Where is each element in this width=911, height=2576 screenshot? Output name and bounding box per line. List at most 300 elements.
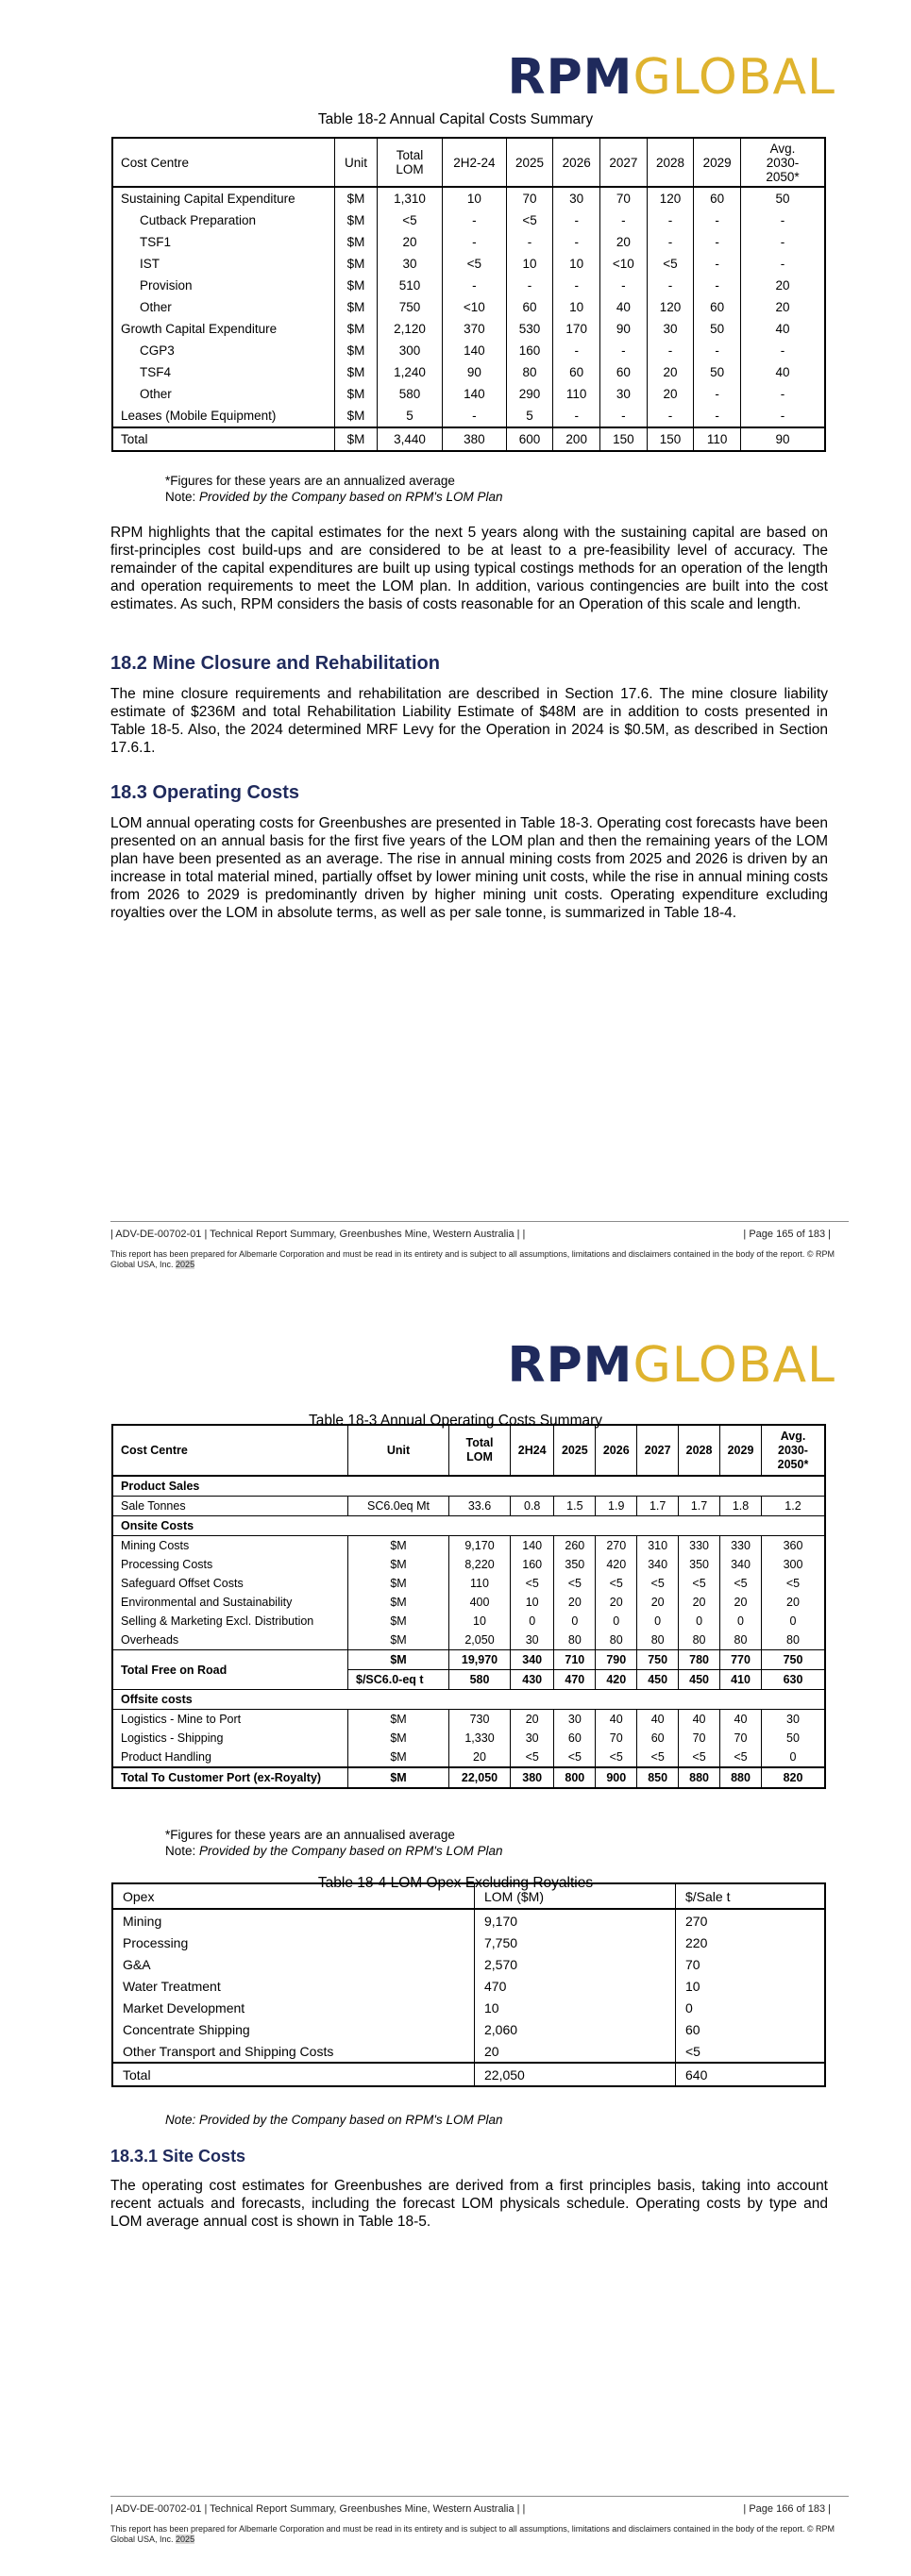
- table-cell: 30: [762, 1710, 826, 1730]
- footer-divider: [110, 1221, 849, 1222]
- table-cell: 20: [741, 275, 826, 296]
- table-cell: 80: [679, 1631, 720, 1650]
- table-cell: TSF1: [112, 231, 335, 253]
- table-cell: 580: [378, 383, 443, 405]
- table-cell: -: [741, 253, 826, 275]
- table-cell: -: [647, 405, 694, 427]
- table-row: [112, 1631, 825, 1650]
- col-header: Avg. 2030-2050*: [762, 1425, 826, 1476]
- logo-global-text: GLOBAL: [633, 1337, 835, 1394]
- table-row: [112, 187, 825, 209]
- rpm-global-logo: [508, 1337, 835, 1394]
- table-cell: SC6.0eq Mt: [348, 1497, 449, 1516]
- table-cell: Product Sales: [112, 1476, 825, 1497]
- table-row: [112, 1497, 825, 1516]
- col-header: $/Sale t: [676, 1883, 826, 1909]
- table-cell: $M: [348, 1612, 449, 1631]
- table-cell: $M: [348, 1574, 449, 1593]
- table-cell: -: [741, 405, 826, 427]
- table-cell: 10: [475, 1997, 676, 2018]
- table-row: [112, 275, 825, 296]
- table-cell: 370: [443, 318, 507, 340]
- table-row: [112, 2040, 825, 2063]
- table-cell: -: [506, 231, 553, 253]
- table-cell: 50: [741, 187, 826, 209]
- table-cell: -: [647, 209, 694, 231]
- table-cell: 40: [637, 1710, 679, 1730]
- table-row: [112, 1953, 825, 1975]
- table-cell: 0: [637, 1612, 679, 1631]
- table-cell: $/SC6.0-eq t: [348, 1670, 449, 1690]
- table-cell: 40: [720, 1710, 762, 1730]
- table-cell: 80: [554, 1631, 596, 1650]
- table-cell: 140: [511, 1536, 554, 1556]
- table-cell: 1.7: [679, 1497, 720, 1516]
- table-cell: 20: [720, 1593, 762, 1612]
- table-cell: $M: [335, 253, 378, 275]
- table-cell: 270: [676, 1909, 826, 1932]
- table-cell: $M: [335, 231, 378, 253]
- table-cell: <5: [679, 1748, 720, 1767]
- table-cell: 10: [676, 1975, 826, 1997]
- table-cell: 10: [553, 253, 600, 275]
- table-cell: $M: [348, 1748, 449, 1767]
- col-header: 2028: [647, 138, 694, 187]
- col-header: Avg. 2030-2050*: [741, 138, 826, 187]
- table-cell: 50: [694, 318, 741, 340]
- table-cell: 600: [506, 427, 553, 451]
- table-cell: 430: [511, 1670, 554, 1690]
- table-cell: 140: [443, 383, 507, 405]
- table-cell: 60: [554, 1729, 596, 1748]
- footer-page-number: | Page 166 of 183 |: [743, 2503, 831, 2515]
- col-header: Cost Centre: [112, 1425, 348, 1476]
- table-row: [112, 340, 825, 361]
- table-cell: 0: [676, 1997, 826, 2018]
- table-cell: 19,970: [449, 1650, 511, 1670]
- table-cell: -: [694, 383, 741, 405]
- table-18-3-note-annualised: *Figures for these years are an annualised average: [165, 1828, 455, 1842]
- table-row: [112, 2018, 825, 2040]
- table-row: [112, 318, 825, 340]
- table-cell: 150: [647, 427, 694, 451]
- table-cell: <5: [637, 1748, 679, 1767]
- table-cell: -: [553, 340, 600, 361]
- table-cell: 5: [378, 405, 443, 427]
- table-18-2-caption: Table 18-2 Annual Capital Costs Summary: [317, 111, 594, 127]
- table-cell: 20: [511, 1710, 554, 1730]
- table-cell: 110: [694, 427, 741, 451]
- table-cell: Mining: [112, 1909, 475, 1932]
- table-cell: 20: [741, 296, 826, 318]
- table-cell: Other Transport and Shipping Costs: [112, 2040, 475, 2063]
- table-cell: <5: [720, 1574, 762, 1593]
- col-header: 2029: [694, 138, 741, 187]
- table-cell: -: [694, 340, 741, 361]
- table-cell: Total Free on Road: [112, 1650, 348, 1690]
- table-cell: Processing: [112, 1932, 475, 1953]
- logo-rpm-text: RPM: [507, 1337, 633, 1394]
- table-cell: <5: [443, 253, 507, 275]
- footer-doc-ref: | ADV-DE-00702-01 | Technical Report Summary, Greenbushes Mine, Western Australia | |: [110, 1229, 526, 1240]
- table-cell: -: [600, 405, 648, 427]
- footer-page-number: | Page 165 of 183 |: [743, 1229, 831, 1240]
- table-cell: 750: [378, 296, 443, 318]
- col-header: LOM ($M): [475, 1883, 676, 1909]
- table-cell: 1,310: [378, 187, 443, 209]
- table-cell: 380: [443, 427, 507, 451]
- table-cell: 60: [676, 2018, 826, 2040]
- table-cell: Sale Tonnes: [112, 1497, 348, 1516]
- note-source-italic: Provided by the Company based on RPM's LOM Plan: [199, 490, 503, 504]
- table-cell: 470: [475, 1975, 676, 1997]
- table-cell: 710: [554, 1650, 596, 1670]
- operating-costs-table: [111, 1424, 826, 1789]
- table-cell: 640: [676, 2063, 826, 2086]
- table-cell: -: [600, 275, 648, 296]
- table-row: [112, 383, 825, 405]
- table-cell: 730: [449, 1710, 511, 1730]
- table-cell: 20: [475, 2040, 676, 2063]
- table-cell: Provision: [112, 275, 335, 296]
- table-cell: Total: [112, 427, 335, 451]
- table-cell: 20: [762, 1593, 826, 1612]
- total-row: [112, 427, 825, 451]
- table-cell: 1.2: [762, 1497, 826, 1516]
- table-cell: 22,050: [449, 1767, 511, 1788]
- table-cell: 80: [720, 1631, 762, 1650]
- table-cell: 160: [506, 340, 553, 361]
- note-prefix: Note:: [165, 490, 200, 504]
- table-cell: 30: [553, 187, 600, 209]
- table-cell: Market Development: [112, 1997, 475, 2018]
- table-cell: 110: [553, 383, 600, 405]
- disclaimer-text: This report has been prepared for Albemarle Corporation and must be read in its entirety and is subject to all assumptions, limitations and disclaimers contained in the body of the report. © RPM Global USA, Inc.: [110, 2524, 835, 2544]
- table-cell: $M: [335, 296, 378, 318]
- table-cell: 20: [449, 1748, 511, 1767]
- table-cell: -: [694, 231, 741, 253]
- col-header: Unit: [348, 1425, 449, 1476]
- table-cell: Other: [112, 383, 335, 405]
- table-18-4-note: [165, 2112, 503, 2128]
- table-cell: 30: [511, 1729, 554, 1748]
- table-cell: 30: [378, 253, 443, 275]
- table-cell: Total To Customer Port (ex-Royalty): [112, 1767, 348, 1788]
- table-cell: 850: [637, 1767, 679, 1788]
- table-cell: 3,440: [378, 427, 443, 451]
- table-cell: 120: [647, 296, 694, 318]
- table-cell: 20: [647, 361, 694, 383]
- table-cell: 90: [741, 427, 826, 451]
- table-cell: 450: [679, 1670, 720, 1690]
- table-cell: 90: [600, 318, 648, 340]
- table-18-3-note-source: [165, 1843, 503, 1859]
- table-cell: 20: [679, 1593, 720, 1612]
- table-cell: 10: [449, 1612, 511, 1631]
- table-cell: 60: [694, 187, 741, 209]
- table-cell: 30: [600, 383, 648, 405]
- col-header: 2H24: [511, 1425, 554, 1476]
- table-cell: Other: [112, 296, 335, 318]
- table-cell: $M: [335, 427, 378, 451]
- paragraph-operating-costs: LOM annual operating costs for Greenbushes are presented in Table 18-3. Operating cost forecasts have been presented on an annual basis for the first five years of the LOM plan and then the remaining years of the LOM plan have been presented as an average. The rise in annual mining costs from 2025 and 2026 is driven by an increase in total material mined, partially offset by lower mining unit costs, while the rise in annual mining costs from 2026 to 2029 is predominantly driven by higher mining unit costs. Operating expenditure excluding royalties over the LOM in absolute terms, as well as per sale tonne, is summarized in Table 18-4.: [110, 815, 828, 921]
- table-cell: 120: [647, 187, 694, 209]
- table-cell: <5: [506, 209, 553, 231]
- col-header: 2029: [720, 1425, 762, 1476]
- copyright-year: 2025: [176, 1260, 195, 1269]
- table-cell: $M: [335, 318, 378, 340]
- table-cell: 30: [554, 1710, 596, 1730]
- table-cell: <10: [600, 253, 648, 275]
- table-cell: 2,570: [475, 1953, 676, 1975]
- table-cell: 70: [679, 1729, 720, 1748]
- table-cell: 300: [378, 340, 443, 361]
- table-cell: 220: [676, 1932, 826, 1953]
- table-cell: 1.9: [596, 1497, 637, 1516]
- table-cell: -: [741, 209, 826, 231]
- table-cell: 330: [679, 1536, 720, 1556]
- table-cell: <5: [679, 1574, 720, 1593]
- logo-global-text: GLOBAL: [633, 49, 835, 106]
- footer-disclaimer: [110, 1249, 837, 1270]
- table-row: [112, 1748, 825, 1767]
- table-cell: 50: [694, 361, 741, 383]
- table-cell: -: [741, 231, 826, 253]
- table-cell: CGP3: [112, 340, 335, 361]
- table-row: [112, 361, 825, 383]
- table-cell: -: [443, 231, 507, 253]
- table-cell: <5: [720, 1748, 762, 1767]
- table-cell: -: [647, 340, 694, 361]
- table-cell: 530: [506, 318, 553, 340]
- paragraph-site-costs: The operating cost estimates for Greenbushes are derived from a first principles basis, taking into account recent actuals and forecasts, including the forecast LOM physicals schedule. Operating costs by type and LOM average annual cost is shown in Table 18-5.: [110, 2178, 828, 2230]
- col-header: Cost Centre: [112, 138, 335, 187]
- table-cell: -: [553, 275, 600, 296]
- table-cell: TSF4: [112, 361, 335, 383]
- table-cell: 60: [553, 361, 600, 383]
- table-cell: 260: [554, 1536, 596, 1556]
- table-cell: 170: [553, 318, 600, 340]
- table-cell: 750: [762, 1650, 826, 1670]
- table-cell: Logistics - Mine to Port: [112, 1710, 348, 1730]
- col-header: 2026: [596, 1425, 637, 1476]
- table-cell: 10: [443, 187, 507, 209]
- table-cell: 160: [511, 1555, 554, 1574]
- table-cell: -: [741, 340, 826, 361]
- table-cell: 40: [741, 318, 826, 340]
- table-row: [112, 1932, 825, 1953]
- table-header-row: [112, 1883, 825, 1909]
- table-cell: 20: [596, 1593, 637, 1612]
- table-cell: 750: [637, 1650, 679, 1670]
- section-row-onsite: [112, 1516, 825, 1536]
- table-cell: $M: [335, 383, 378, 405]
- table-cell: <5: [762, 1574, 826, 1593]
- table-cell: 770: [720, 1650, 762, 1670]
- col-header: Opex: [112, 1883, 475, 1909]
- table-cell: 1,330: [449, 1729, 511, 1748]
- table-cell: 140: [443, 340, 507, 361]
- table-row: [112, 1612, 825, 1631]
- table-cell: 340: [720, 1555, 762, 1574]
- table-cell: 7,750: [475, 1932, 676, 1953]
- table-row: [112, 1555, 825, 1574]
- table-cell: 0: [762, 1748, 826, 1767]
- table-row: [112, 1593, 825, 1612]
- table-cell: 1.5: [554, 1497, 596, 1516]
- table-cell: 60: [637, 1729, 679, 1748]
- table-cell: 40: [596, 1710, 637, 1730]
- table-cell: <5: [554, 1574, 596, 1593]
- table-cell: 450: [637, 1670, 679, 1690]
- table-cell: $M: [335, 340, 378, 361]
- table-cell: Selling & Marketing Excl. Distribution: [112, 1612, 348, 1631]
- table-cell: 270: [596, 1536, 637, 1556]
- table-cell: 330: [720, 1536, 762, 1556]
- table-row: [112, 1997, 825, 2018]
- table-cell: 580: [449, 1670, 511, 1690]
- col-header: 2027: [600, 138, 648, 187]
- table-cell: <10: [443, 296, 507, 318]
- table-cell: Environmental and Sustainability: [112, 1593, 348, 1612]
- table-cell: 360: [762, 1536, 826, 1556]
- table-cell: -: [647, 275, 694, 296]
- table-cell: 80: [762, 1631, 826, 1650]
- table-cell: <5: [637, 1574, 679, 1593]
- table-cell: <5: [676, 2040, 826, 2063]
- table-header-row: [112, 138, 825, 187]
- table-cell: Offsite costs: [112, 1690, 825, 1710]
- table-cell: -: [600, 340, 648, 361]
- table-cell: 800: [554, 1767, 596, 1788]
- table-row: [112, 1536, 825, 1556]
- table-cell: 380: [511, 1767, 554, 1788]
- table-cell: $M: [348, 1729, 449, 1748]
- table-cell: $M: [348, 1536, 449, 1556]
- paragraph-capital-estimates: RPM highlights that the capital estimates for the next 5 years along with the sustaining capital are based on first-principles cost build-ups and are considered to be at least to a pre-feasibility level of accuracy. The remainder of the capital expenditures are built up using typical costings methods for an operation of the length and operation requirements to meet the LOM plan. In addition, various contingencies are built into the cost estimates. As such, RPM considers the basis of costs reasonable for an Operation of this scale and length.: [110, 525, 828, 612]
- table-cell: <5: [554, 1748, 596, 1767]
- col-header: 2H2-24: [443, 138, 507, 187]
- table-row: [112, 1909, 825, 1932]
- table-row: [112, 1574, 825, 1593]
- table-cell: 70: [506, 187, 553, 209]
- table-cell: 2,050: [449, 1631, 511, 1650]
- table-cell: 9,170: [475, 1909, 676, 1932]
- table-cell: 40: [600, 296, 648, 318]
- table-cell: 790: [596, 1650, 637, 1670]
- col-header: 2028: [679, 1425, 720, 1476]
- col-header: 2026: [553, 138, 600, 187]
- table-cell: 22,050: [475, 2063, 676, 2086]
- table-cell: 820: [762, 1767, 826, 1788]
- table-cell: 1,240: [378, 361, 443, 383]
- table-cell: Overheads: [112, 1631, 348, 1650]
- note-source-italic: Note: Provided by the Company based on RPM's LOM Plan: [165, 2113, 503, 2127]
- table-cell: 0.8: [511, 1497, 554, 1516]
- col-header: 2025: [554, 1425, 596, 1476]
- table-cell: 0: [596, 1612, 637, 1631]
- table-cell: 470: [554, 1670, 596, 1690]
- table-cell: 510: [378, 275, 443, 296]
- total-free-on-road-row: [112, 1650, 825, 1670]
- copyright-year: 2025: [176, 2534, 195, 2544]
- rpm-global-logo: [508, 49, 835, 106]
- table-cell: 340: [511, 1650, 554, 1670]
- table-cell: <5: [596, 1574, 637, 1593]
- table-cell: 70: [600, 187, 648, 209]
- logo-rpm-text: RPM: [507, 49, 633, 106]
- table-cell: -: [600, 209, 648, 231]
- table-cell: -: [443, 275, 507, 296]
- capital-costs-table: [111, 137, 826, 452]
- table-cell: 40: [741, 361, 826, 383]
- table-cell: 880: [679, 1767, 720, 1788]
- table-cell: 10: [506, 253, 553, 275]
- table-cell: <5: [511, 1574, 554, 1593]
- table-cell: 20: [378, 231, 443, 253]
- table-cell: Mining Costs: [112, 1536, 348, 1556]
- table-cell: -: [553, 231, 600, 253]
- table-cell: Cutback Preparation: [112, 209, 335, 231]
- table-cell: 1.8: [720, 1497, 762, 1516]
- table-cell: 50: [762, 1729, 826, 1748]
- table-cell: 780: [679, 1650, 720, 1670]
- table-cell: G&A: [112, 1953, 475, 1975]
- table-row: [112, 1975, 825, 1997]
- table-cell: $M: [348, 1593, 449, 1612]
- table-cell: Product Handling: [112, 1748, 348, 1767]
- table-row: [112, 253, 825, 275]
- col-header: 2025: [506, 138, 553, 187]
- section-row-product-sales: [112, 1476, 825, 1497]
- table-cell: 0: [762, 1612, 826, 1631]
- table-cell: -: [741, 383, 826, 405]
- table-cell: 0: [554, 1612, 596, 1631]
- col-header: Total LOM: [449, 1425, 511, 1476]
- table-cell: 880: [720, 1767, 762, 1788]
- total-customer-port-row: [112, 1767, 825, 1788]
- table-cell: -: [694, 253, 741, 275]
- table-cell: Water Treatment: [112, 1975, 475, 1997]
- table-cell: 300: [762, 1555, 826, 1574]
- table-cell: -: [553, 209, 600, 231]
- table-cell: 10: [511, 1593, 554, 1612]
- lom-opex-table: [111, 1882, 826, 2087]
- table-cell: 90: [443, 361, 507, 383]
- table-cell: 340: [637, 1555, 679, 1574]
- table-cell: Sustaining Capital Expenditure: [112, 187, 335, 209]
- table-18-2-note-annualized: *Figures for these years are an annualized average: [165, 474, 455, 488]
- table-cell: 150: [600, 427, 648, 451]
- table-cell: 30: [511, 1631, 554, 1650]
- footer-disclaimer: [110, 2524, 837, 2545]
- section-row-offsite: [112, 1690, 825, 1710]
- table-cell: 20: [637, 1593, 679, 1612]
- table-cell: -: [553, 405, 600, 427]
- table-cell: <5: [378, 209, 443, 231]
- table-cell: 900: [596, 1767, 637, 1788]
- table-cell: 400: [449, 1593, 511, 1612]
- table-cell: 20: [647, 383, 694, 405]
- table-cell: 410: [720, 1670, 762, 1690]
- table-cell: 70: [720, 1729, 762, 1748]
- table-18-4-caption: Table 18-4 LOM Opex Excluding Royalties: [317, 1875, 594, 1891]
- table-cell: Concentrate Shipping: [112, 2018, 475, 2040]
- table-cell: <5: [647, 253, 694, 275]
- table-cell: 60: [694, 296, 741, 318]
- table-cell: 350: [679, 1555, 720, 1574]
- table-cell: 33.6: [449, 1497, 511, 1516]
